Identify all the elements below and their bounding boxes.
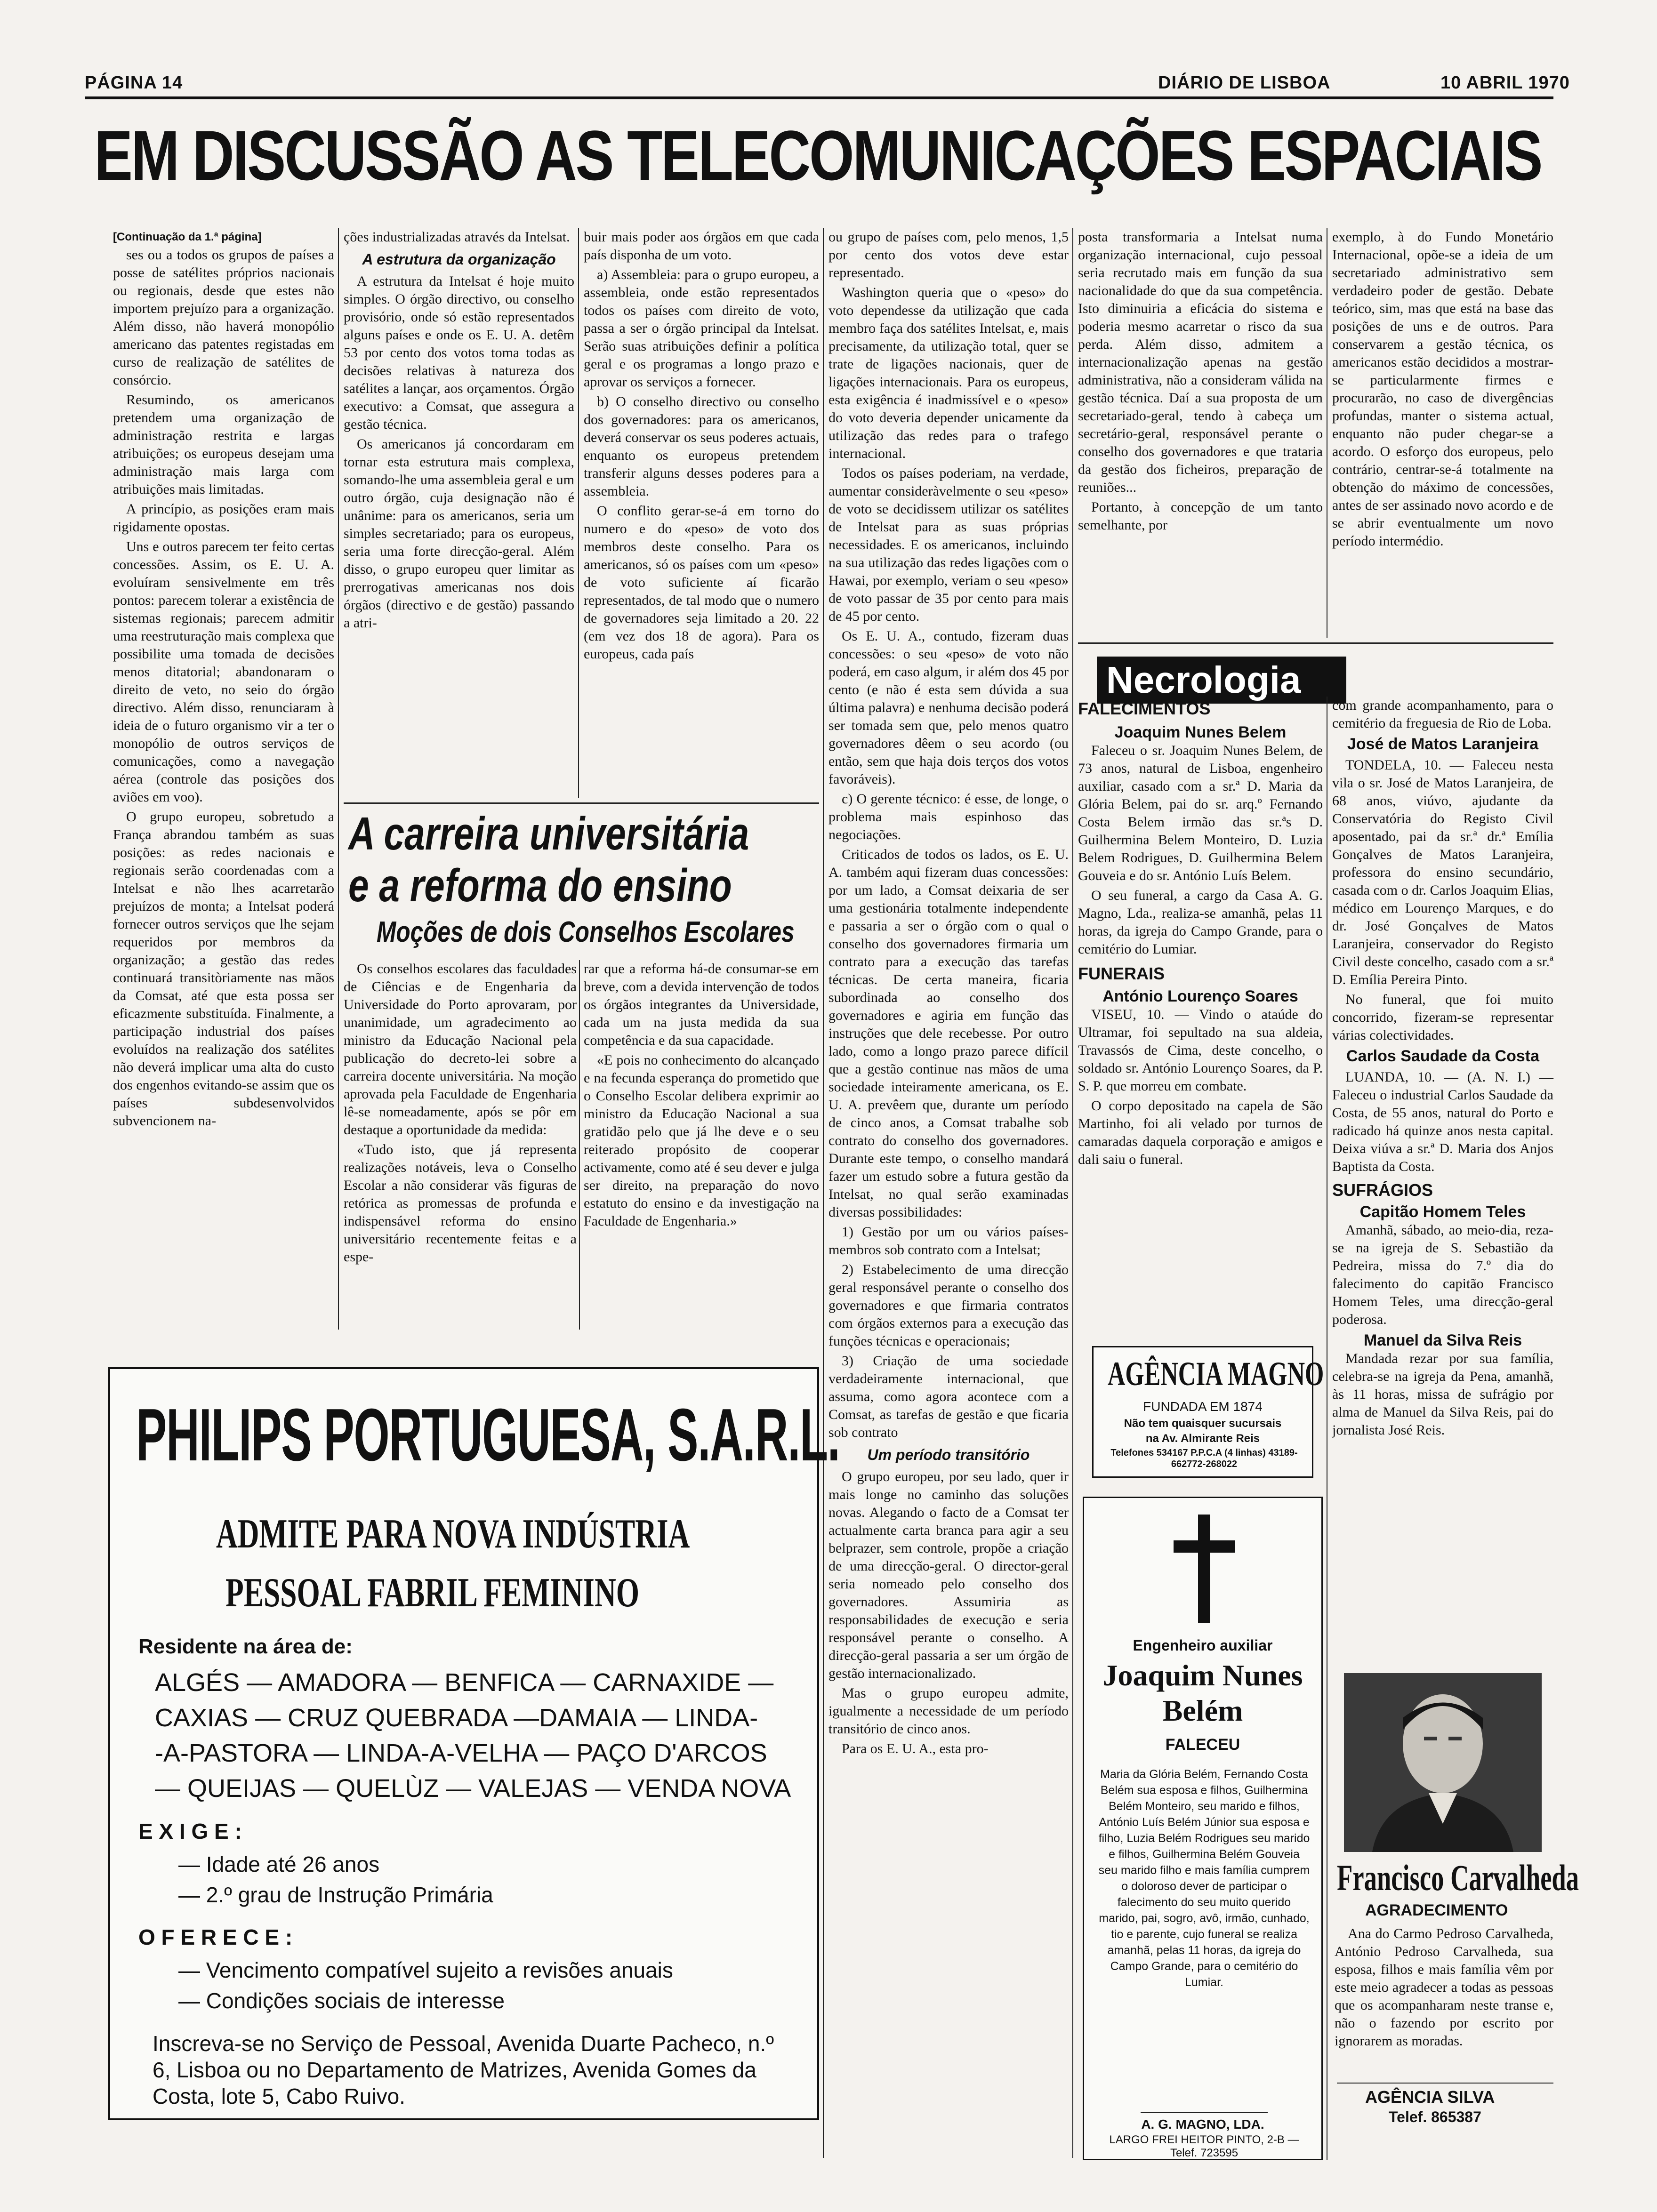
cross-icon xyxy=(1174,1515,1235,1623)
philips-oferece-1: — Vencimento compatível sujeito a revisões anuais xyxy=(178,1958,673,1982)
death-footer-2: LARGO FREI HEITOR PINTO, 2-B — Telef. 723595 xyxy=(1109,2133,1299,2159)
agradecimento-text: Ana do Carmo Pedroso Carvalheda, António Pedroso Carvalheda, sua esposa, filhos e mais família vêm por este meio agradecer a todas as pessoas que os acompanharam neste transe e, não o fazendo por escrito por ignorarem as moradas. xyxy=(1335,1926,1553,2049)
university-title-1: A carreira universitária xyxy=(348,808,749,859)
philips-contact: Inscreva-se no Serviço de Pessoal, Avenida Duarte Pacheco, n.º 6, Lisboa ou no Departamento de Matrizes, Avenida Gomes da Costa, lote 5, Cabo Ruivo. xyxy=(153,2031,774,2108)
death-faleceu: FALECEU xyxy=(1165,1736,1240,1754)
article-column-3: buir mais poder aos órgãos em que cada país disponha de um voto. a) Assembleia: para o grupo europeu, a assembleia, onde estão representados todos os países com direito de voto, passa a ser o órgão principal da Intelsat. Serão suas atribuições definir a política geral e os programas a longo prazo e aprovar os serviços a fornecer. b) O conselho directivo ou conselho dos governadores: para os americanos, deverá conservar os seus poderes actuais, enquanto os europeus pretendem transferir alguns desses poderes para a assembleia. O conflito gerar-se-á em torno do numero e do «peso» de voto dos membros deste conselho. Para os americanos, só os países com um «peso» de voto suficiente aí ficarão representados, de tal modo que o numero de governadores seja limitado a 20. 22 (em vez dos 18 de agora). Para os europeus, cada país xyxy=(584,229,819,662)
philips-exige-1: — Idade até 26 anos xyxy=(178,1852,380,1876)
newspaper-name: DIÁRIO DE LISBOA xyxy=(1158,73,1331,93)
death-role: Engenheiro auxiliar xyxy=(1133,1637,1273,1654)
philips-company: PHILIPS PORTUGUESA, S.A.R.L. xyxy=(136,1394,840,1476)
necrologia-banner: Necrologia xyxy=(1097,657,1346,704)
article-column-6: exemplo, à do Fundo Monetário Internacional, opõe-se a ideia de um secretariado administrativo sem verdadeiro poder de gestão. Debate teórico, sim, mas que está na base das posições de uns e de outros. Para conservarem a gestão técnica, os americanos estão decididos a mostrar-se particularmente firmes e procurarão, no caso de divergências profundas, manter o sistema actual, enquanto não puder chegar-se a acordo. O esforço dos europeus, pelo contrário, centrar-se-á totalmente na obtenção do máximo de concessões, antes de ser assinado novo acordo e de se abrir eventualmente um novo período intermédio. xyxy=(1332,229,1553,549)
necrologia-column-1: FALECIMENTOS Joaquim Nunes Belem Faleceu o sr. Joaquim Nunes Belem, de 73 anos, natural de Lisboa, engenheiro auxiliar, casado com a sr.ª D. Maria da Glória Belem, pai do sr. arq.º Fernando Costa Belem irmão das sr.ªs D. Guilhermina Belem Monteiro, D. Luzia Belem Rodrigues, D. Guilhermina Belem Gouveia e do sr. António Luís Belem. O seu funeral, a cargo da Casa A. G. Magno, Lda., realiza-se amanhã, pelas 11 horas, da igreja do Campo Grande, para o cemitério do Lumiar. FUNERAIS António Lourenço Soares VISEU, 10. — Vindo o ataúde do Ultramar, foi sepultado na sua aldeia, Travassós de Cima, deste concelho, o soldado sr. António Lourenço Soares, da P. S. P. que morreu em combate. O corpo depositado na capela de São Martinho, foi ali velado por turnos de camaradas daquela corporação e amigos e dali saiu o funeral. xyxy=(1078,699,1323,1167)
agencia-silva-title: AGÊNCIA SILVA xyxy=(1365,2087,1495,2107)
university-title-2: e a reforma do ensino xyxy=(348,859,732,911)
s2-name: Manuel da Silva Reis xyxy=(1363,1331,1522,1349)
continuation-note: [Continuação da 1.ª página] xyxy=(113,231,262,243)
death-text: Maria da Glória Belém, Fernando Costa Belém sua esposa e filhos, Guilhermina Belém Monteiro, seu marido e filhos, António Luís Belém Júnior sua esposa e filho, Luzia Belém Rodrigues seu marido e filhos, Guilhermina Belém Gouveia seu marido filho e mais família cumprem o doloroso dever de participar o falecimento do seu muito querido marido, pai, sogro, avô, irmão, cunhado, tio e parente, cujo funeral se realiza amanhã, pelas 11 horas, da igreja do Campo Grande, para o cemitério do Lumiar. xyxy=(1098,1768,1310,1989)
philips-area-2: CAXIAS — CRUZ QUEBRADA —DAMAIA — LINDA- xyxy=(155,1704,758,1732)
agencia-silva-tel: Telef. 865387 xyxy=(1389,2108,1481,2125)
fu1-name: António Lourenço Soares xyxy=(1102,987,1298,1005)
r3-name: Carlos Saudade da Costa xyxy=(1346,1047,1539,1065)
university-column-2: rar que a reforma há-de consumar-se em breve, com a devida intervenção de todos os órgãos integrantes da Universidade, cada um na justa medida da sua competência e da sua capacidade. «E pois no conhecimento do alcançado e na fecunda esperança do prometido que o Conselho Escolar delibera exprimir ao ministro da Educação Nacional a sua gratidão pelo que já lhe deve e o seu reiterado propósito de cooperar activamente, como até é seu dever e julga ser direito, na preparação do novo estatuto do ensino e da investigação na Faculdade de Engenharia.» xyxy=(584,961,819,1229)
magno-founded: FUNDADA EM 1874 xyxy=(1143,1399,1263,1414)
portrait-photo xyxy=(1344,1673,1542,1852)
magno-l1: Não tem quaisquer sucursais xyxy=(1124,1417,1282,1430)
subheading-estrutura: A estrutura da organização xyxy=(362,251,556,268)
s1-name: Capitão Homem Teles xyxy=(1359,1203,1526,1221)
funerais-label: FUNERAIS xyxy=(1078,964,1165,983)
headline: EM DISCUSSÃO AS TELECOMUNICAÇÕES ESPACIAIS xyxy=(94,116,1542,195)
article-column-2: ções industrializadas através da Intelsat. A estrutura da organização A estrutura da Intelsat é hoje muito simples. O órgão directivo, ou conselho provisório, onde só estão representados alguns países e onde os E. U. A. detêm 53 por cento dos votos toma todas as decisões relativas à natureza dos satélites a lançar, aos orçamentos. Órgão executivo: a Comsat, que assegura a gestão técnica. Os americanos já concordaram em tornar esta estrutura mais complexa, somando-lhe uma assembleia geral e um outro órgão, cuja designação não é unânime: para os americanos, seria um simples secretariado; para os europeus, seria uma forte direcção-geral. Além disso, o grupo europeu quer limitar as prerrogativas americanas nos dois órgãos (directivo e de gestão) passando a atri- xyxy=(344,229,574,631)
philips-line1: ADMITE PARA NOVA INDÚSTRIA xyxy=(216,1511,690,1557)
f1-name: Joaquim Nunes Belem xyxy=(1114,723,1287,741)
subheading-periodo: Um período transitório xyxy=(867,1446,1030,1463)
philips-line2: PESSOAL FABRIL FEMININO xyxy=(225,1570,639,1616)
philips-area-3: -A-PASTORA — LINDA-A-VELHA — PAÇO D'ARCOS xyxy=(155,1739,767,1767)
agencia-magno-box xyxy=(1092,1346,1324,1478)
agradecimento-title: AGRADECIMENTO xyxy=(1365,1901,1508,1919)
philips-exige-2: — 2.º grau de Instrução Primária xyxy=(178,1883,493,1907)
article-column-4: ou grupo de países com, pelo menos, 1,5 por cento dos votos deve estar representado. Washington queria que o «peso» do voto dependesse da utilização que cada membro faça dos satélites Intelsat, e, mais precisamente, da utilização total, quer se trate de ligações nacionais, quer de ligações internacionais. Para os europeus, esta exigência é inadmissível e o «peso» do voto deveria depender unicamente da utilização das redes para o trafego internacional. Todos os países poderiam, na verdade, aumentar consideràvelmente o seu «peso» de voto se decidissem utilizar os satélites de Intelsat para as suas próprias necessidades. E os americanos, incluindo na sua utilização das redes ligações com o Hawai, por exemplo, veriam o seu «peso» de voto passar de 35 por cento para mais de 45 por cento. Os E. U. A., contudo, fizeram duas concessões: o seu «peso» de voto não poderá, em caso algum, ir além dos 45 por cento (e não é esta sem dúvida a sua última palavra) e nenhuma decisão poderá ser tomada sem que, pelo menos quatro governadores dêem o seu acordo (ou então, sem que haja dois terços dos votos favoráveis). c) O gerente técnico: é esse, de longe, o problema mais espinhoso das negociações. Criticados de todos os lados, os E. U. A. também aqui fizeram duas concessões: por um lado, a Comsat deixaria de ser uma gestionária totalmente independente e passaria a ser o órgão com o qual o conselho dos governadores firmaria um contrato para a execução das tarefas técnicas. De certa maneira, ficaria subordinada ao conselho dos governadores e agiria em função das instruções que dele recebesse. Por outro lado, como a longo prazo parece difícil que a gestão continue nas mãos de uma sociedade inteiramente americana, os E. U. A. prevêem que, durante um período de cinco anos, a Comsat trabalhe sob contrato do conselho dos governadores. Durante este tempo, o conselho mandará fazer um estudo sobre a futura gestão da Intelsat, no qual serão examinadas diversas possibilidades: 1) Gestão por um ou vários países-membros sob contrato com a Intelsat; 2) Estabelecimento de uma direcção geral responsável perante o conselho dos governadores e que firmaria contratos com órgãos externos para a execução das funções técnicas e operacionais; 3) Criação de uma sociedade verdadeiramente internacional, que assuma, como agora acontece com a Comsat, as tarefas de gestão e que ficaria sob contrato Um período transitório O grupo europeu, por seu lado, quer ir mais longe no caminho das soluções novas. Alegando o facto de a Comsat ter actualmente carta branca para agir a seu belprazer, sem controle, propõe a criação de uma direcção-geral. O director-geral seria nomeado pelo conselho dos governadores. Assumiria as responsabilidades de execução e seria responsável perante o conselho. A direcção-geral passaria a ser um órgão de gestão internacionalizado. Mas o grupo europeu admite, igualmente a necessidade de um período transitório de cinco anos. Para os E. U. A., esta pro- xyxy=(828,229,1069,1756)
sufragios-label: SUFRÁGIOS xyxy=(1332,1180,1433,1200)
magno-l2: na Av. Almirante Reis xyxy=(1145,1432,1260,1445)
philips-oferece-2: — Condições sociais de interesse xyxy=(178,1988,505,2013)
necrologia-column-2: com grande acompanhamento, para o cemitério da freguesia de Rio de Loba. José de Matos Laranjeira TONDELA, 10. — Faleceu nesta vila o sr. José de Matos Laranjeira, de 68 anos, viúvo, ajudante da Conservatória do Registo Civil aposentado, pai da sr.ª dr.ª Emília Gonçalves de Matos Laranjeira, professora do ensino secundário, casada com o dr. Carlos Joaquim Elias, médico em Lourenço Marques, e do dr. José Gonçalves de Matos Laranjeira, conservador do Registo Civil deste concelho, casado com a sr.ª D. Emília Pereira Pinto. No funeral, que foi muito concorrido, fizeram-se representar várias colectividades. Carlos Saudade da Costa LUANDA, 10. — (A. N. I.) — Faleceu o industrial Carlos Saudade da Costa, de 55 anos, natural do Porto e radicado há quinze anos nesta capital. Deixa viúva a sr.ª D. Maria dos Anjos Baptista da Costa. SUFRÁGIOS Capitão Homem Teles Amanhã, sábado, ao meio-dia, reza-se na igreja de S. Sebastião da Pedreira, missa do 7.º dia do falecimento do capitão Francisco Homem Teles, uma direcção-geral poderosa. Manuel da Silva Reis Mandada rezar por sua família, celebra-se na igreja da Pena, amanhã, às 11 horas, missa de sufrágio por alma de Manuel da Silva Reis, pai do jornalista José Reis. xyxy=(1332,697,1553,1438)
university-subtitle: Moções de dois Conselhos Escolares xyxy=(377,916,795,948)
death-notice xyxy=(1083,1497,1323,2160)
philips-area-4: — QUEIJAS — QUELÙZ — VALEJAS — VENDA NOVA xyxy=(155,1774,791,1803)
philips-exige-label: E X I G E : xyxy=(138,1819,242,1843)
issue-date: 10 ABRIL 1970 xyxy=(1440,73,1570,93)
article-column-1: [Continuação da 1.ª página] ses ou a todos os grupos de países a posse de satélites próprios nacionais ou regionais, desde que estes não importem prejuízo para a organização. Além disso, não haverá monopólio americano das patentes registadas em curso de realização de satélites de consórcio. Resumindo, os americanos pretendem uma organização de administração restrita e largas atribuições; os europeus desejam uma administração mais larga com atribuições mais limitadas. A princípio, as posições eram mais rigidamente opostas. Uns e outros parecem ter feito certas concessões. Assim, os E. U. A. evoluíram sensivelmente em três pontos: parecem tolerar a existência de sistemas regionais; parecem admitir uma reestruturação mais complexa que possibilite uma tomada de decisões menos ditatorial; abandonaram o direito de veto, no seio do órgão directivo. Além disso, renunciaram à ideia de o futuro organismo vir a ter o monopólio de outros serviços de comunicações, como a navegação aérea (controle das posições dos aviões em voo). O grupo europeu, sobretudo a França abrandou também as suas posições: as redes nacionais e regionais serão coordenadas com a Intelsat e não lhes acarretarão prejuízos de monta; a Intelsat poderá fornecer outros serviços que lhe sejam requeridos por membros da organização; a gestão das redes continuará transitòriamente nas mãos da Comsat, até que esta possa ser eficazmente substituída. Finalmente, a participação industrial dos países evoluídos na realização dos satélites não deverá implicar uma alta do custo dos engenhos evitando-se assim que os países subdesenvolvidos subvencionem na- xyxy=(113,228,334,1325)
falecimentos-label: FALECIMENTOS xyxy=(1078,699,1211,718)
photo-name: Francisco Carvalheda xyxy=(1337,1857,1579,1898)
page-number: PÁGINA 14 xyxy=(85,73,183,93)
philips-oferece-label: O F E R E C E : xyxy=(138,1925,293,1949)
r2-name: José de Matos Laranjeira xyxy=(1347,735,1539,753)
university-column-1: Os conselhos escolares das faculdades de Ciências e de Engenharia da Universidade do Porto aprovaram, por unanimidade, um agradecimento ao ministro da Educação Nacional pela publicação do decreto-lei sobre a carreira docente universitária. Na moção aprovada pela Faculdade de Engenharia lê-se nomeadamente, após se pôr em destaque a oportunidade da medida: «Tudo isto, que já representa realizações notáveis, leva o Conselho Escolar a não considerar vãs figuras de retórica as promessas de profunda e indispensável reforma do ensino universitário recentemente feitas e a espe- xyxy=(344,961,577,1265)
philips-resident-label: Residente na área de: xyxy=(138,1635,353,1658)
death-footer-1: A. G. MAGNO, LDA. xyxy=(1141,2117,1264,2132)
death-name-1: Joaquim Nunes xyxy=(1102,1659,1303,1692)
magno-title: AGÊNCIA MAGNO xyxy=(1108,1355,1324,1393)
magno-l3: Telefones 534167 P.P.C.A (4 linhas) 43189-662772-268022 xyxy=(1110,1448,1298,1469)
death-name-2: Belém xyxy=(1162,1694,1243,1727)
header-rule xyxy=(85,96,1553,99)
article-column-5: posta transformaria a Intelsat numa organização internacional, cujo pessoal seria recrutado mais em função da sua nacionalidade do que da sua competência. Isto diminuiria a eficácia do sistema e poderia mesmo acarretar o risco da sua perda. Além disso, admitem a internacionalização apenas na gestão administrativa, não a consideram válida na gestão técnica. Daí a sua proposta de um secretariado-geral, tendo à cabeça um secretário-geral, responsável perante o conselho dos governadores e que trataria da gestão dos ficheiros, preparação de reuniões... Portanto, à concepção de um tanto semelhante, por xyxy=(1078,229,1323,533)
portrait-image xyxy=(1344,1673,1542,1852)
philips-ad xyxy=(108,1367,840,2120)
philips-area-1: ALGÉS — AMADORA — BENFICA — CARNAXIDE — xyxy=(155,1668,774,1697)
